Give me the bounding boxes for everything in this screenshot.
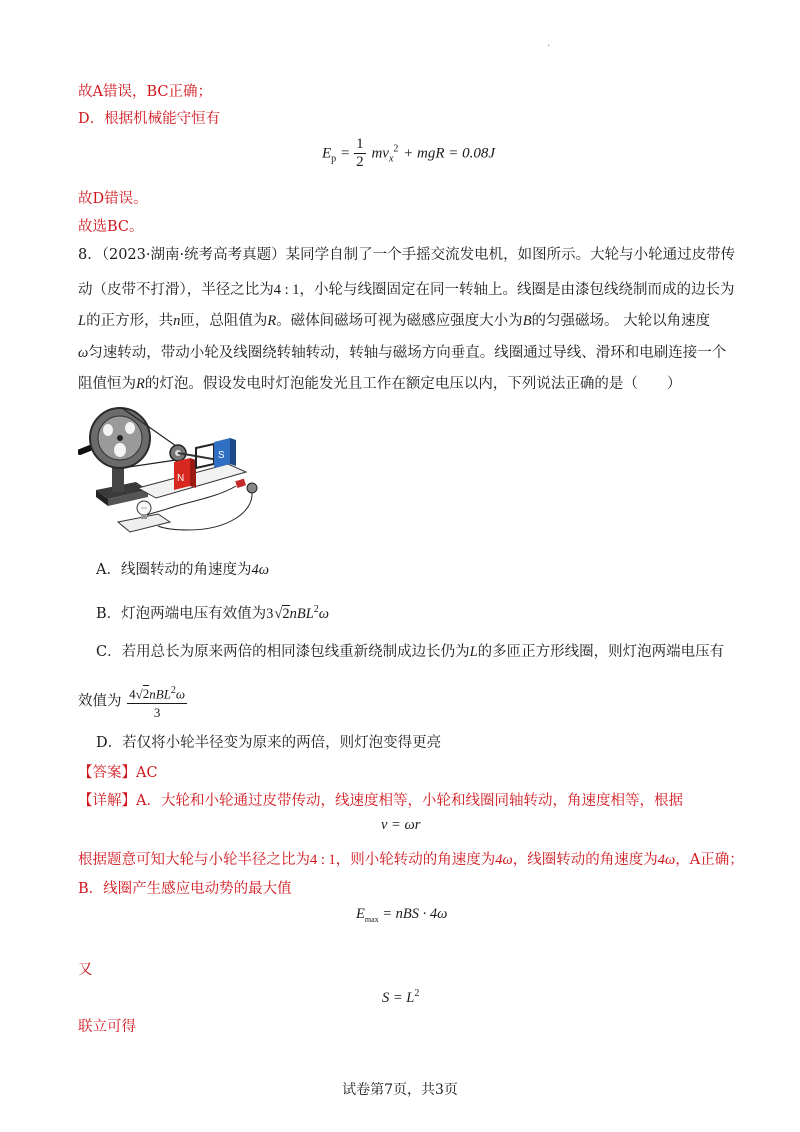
q-line2-a: 动（皮带不打滑），半径之比为 bbox=[78, 282, 274, 298]
option-c-line-1 bbox=[96, 642, 724, 662]
q-line4-a: 匀速转动，带动小轮及线圈绕转轴转动，转轴与磁场方向垂直。线圈通过导线、滑环和电刷连接一个 bbox=[88, 345, 727, 361]
option-c-num-tail: nBL bbox=[149, 686, 171, 702]
q-var-B: B bbox=[522, 313, 532, 329]
generator-figure bbox=[78, 402, 278, 544]
eq-ep-lhs-sub: p bbox=[331, 153, 337, 165]
page-footer: 试卷第7页，共3页 bbox=[342, 1082, 458, 1098]
ex-line2-ratio: 4 : 1 bbox=[310, 852, 336, 868]
option-c-num-sup: 2 bbox=[170, 685, 176, 696]
eq-e-rhs: = nBS · 4ω bbox=[378, 906, 448, 922]
option-a-text: A．线圈转动的角速度为 bbox=[96, 562, 252, 578]
question-line-5 bbox=[78, 374, 681, 394]
q-var-R2: R bbox=[136, 376, 145, 392]
option-c-line2-text: 效值为 bbox=[78, 693, 122, 710]
explain-combine: 联立可得 bbox=[78, 1019, 136, 1035]
ex-line2-c: ，线圈转动的角速度为 bbox=[512, 852, 658, 868]
eq-e-sub: max bbox=[364, 914, 379, 924]
option-c-num-coef: 4 bbox=[129, 686, 136, 702]
magnet-n-label: N bbox=[177, 473, 185, 484]
q-var-omega: ω bbox=[78, 345, 89, 361]
page-mark: . bbox=[547, 38, 551, 49]
ex-line2-b: ，则小轮转动的角速度为 bbox=[335, 852, 496, 868]
question-line-2 bbox=[78, 280, 735, 300]
option-b-tail: nBL bbox=[289, 605, 314, 622]
option-c-L: L bbox=[469, 644, 478, 660]
option-d-wrong: 故D错误。 bbox=[78, 191, 148, 207]
q-line5-b: 的灯泡。假设发电时灯泡能发光且工作在额定电压以内，下列说法正确的是（ ） bbox=[144, 376, 682, 392]
ex-line2-a: 根据题意可知大轮与小轮半径之比为 bbox=[78, 852, 310, 868]
option-b-omega: ω bbox=[318, 605, 330, 622]
option-c-num-rad: 2 bbox=[142, 686, 150, 702]
q-ratio: 4 : 1 bbox=[273, 282, 300, 298]
eq-ep-lhs: E bbox=[322, 145, 332, 162]
eq-ep-den: 2 bbox=[356, 154, 364, 170]
q-var-L: L bbox=[78, 313, 87, 329]
eq-ep-mid: mv bbox=[371, 145, 389, 162]
ex-line2-w: 4ω bbox=[495, 852, 513, 868]
ex-line2-w2: 4ω bbox=[657, 852, 676, 868]
eq-ep-tail: + mgR = 0.08J bbox=[403, 145, 496, 162]
option-c-text-b: 的多匝正方形线圈，则灯泡两端电压有 bbox=[477, 644, 725, 660]
option-c-text: C．若用总长为原来两倍的相同漆包线重新绕制成边长仍为 bbox=[96, 644, 470, 660]
q-var-n: n bbox=[173, 313, 181, 329]
option-d-intro: D．根据机械能守恒有 bbox=[78, 111, 221, 127]
equation-v bbox=[381, 815, 420, 835]
q-line2-b: ，小轮与线圈固定在同一转轴上。线圈是由漆包线绕制而成的边长为 bbox=[299, 282, 735, 298]
option-b-coef: 3 bbox=[266, 605, 274, 622]
eq-ep-mid-sup: 2 bbox=[393, 143, 399, 155]
equation-emax bbox=[356, 904, 447, 930]
option-c-line-2 bbox=[78, 682, 188, 721]
q-line3-c: 。磁体间磁场可视为磁感应强度大小为 bbox=[276, 313, 523, 329]
eq-e-lhs: E bbox=[356, 906, 365, 922]
explain-line-2 bbox=[78, 850, 744, 870]
question-line-3 bbox=[78, 311, 710, 331]
eq-ep-fraction bbox=[354, 136, 366, 171]
conclusion-ab: 故A错误，BC正确； bbox=[78, 84, 212, 100]
option-b-sup: 2 bbox=[313, 604, 319, 615]
question-line-4 bbox=[78, 343, 726, 363]
option-b: B．灯泡两端电压有效值为3√2nBL$^2$ω bbox=[96, 604, 330, 622]
eq-ep-mid-sub: x bbox=[388, 153, 394, 165]
eq-s-lhs: S = L bbox=[382, 989, 415, 1006]
explain-head: 【详解】A．大轮和小轮通过皮带传动，线速度相等，小轮和线圈同轴转动，角速度相等，根据 bbox=[78, 793, 683, 809]
eq-ep-num: 1 bbox=[356, 136, 364, 152]
option-c-num-omega: ω bbox=[175, 686, 186, 702]
option-c-fraction: $\frac{4√2nBL^2\omega}{3}$ bbox=[127, 682, 187, 721]
final-choice: 故选BC。 bbox=[78, 219, 144, 235]
magnet-s-label: S bbox=[218, 450, 225, 461]
option-c-den: 3 bbox=[153, 705, 161, 721]
equation-ep: $E_p$ = $\frac{1}{2}$ $mv_x^2$ + mgR = 0.08J bbox=[322, 136, 496, 170]
q-line3-b: 匝，总阻值为 bbox=[180, 313, 268, 329]
q-line3-a: 的正方形，共 bbox=[86, 313, 174, 329]
option-a-value: 4ω bbox=[251, 562, 269, 578]
explain-b-head: B．线圈产生感应电动势的最大值 bbox=[78, 881, 292, 897]
ex-line2-d: ，A正确； bbox=[675, 852, 744, 868]
question-line-1: 8．（2023·湖南·统考高考真题）某同学自制了一个手摇交流发电机，如图所示。大轮与小轮通过皮带传 bbox=[78, 247, 736, 263]
explain-also: 又 bbox=[78, 962, 93, 978]
slip-ring bbox=[247, 483, 257, 493]
option-b-text: B．灯泡两端电压有效值为 bbox=[96, 605, 267, 622]
option-b-rad: 2 bbox=[282, 605, 290, 622]
q-var-R: R bbox=[267, 313, 277, 329]
equation-s bbox=[382, 984, 419, 1008]
q-line3-d: 的匀强磁场。 大轮以角速度 bbox=[531, 313, 711, 329]
eq-v: v = ωr bbox=[381, 817, 421, 833]
brush-red bbox=[235, 479, 246, 488]
q-line5-a: 阻值恒为 bbox=[78, 376, 136, 392]
eq-s-sup: 2 bbox=[414, 988, 420, 999]
option-d: D．若仅将小轮半径变为原来的两倍，则灯泡变得更亮 bbox=[96, 735, 442, 751]
answer-label: 【答案】AC bbox=[78, 765, 158, 781]
option-a bbox=[96, 560, 269, 580]
